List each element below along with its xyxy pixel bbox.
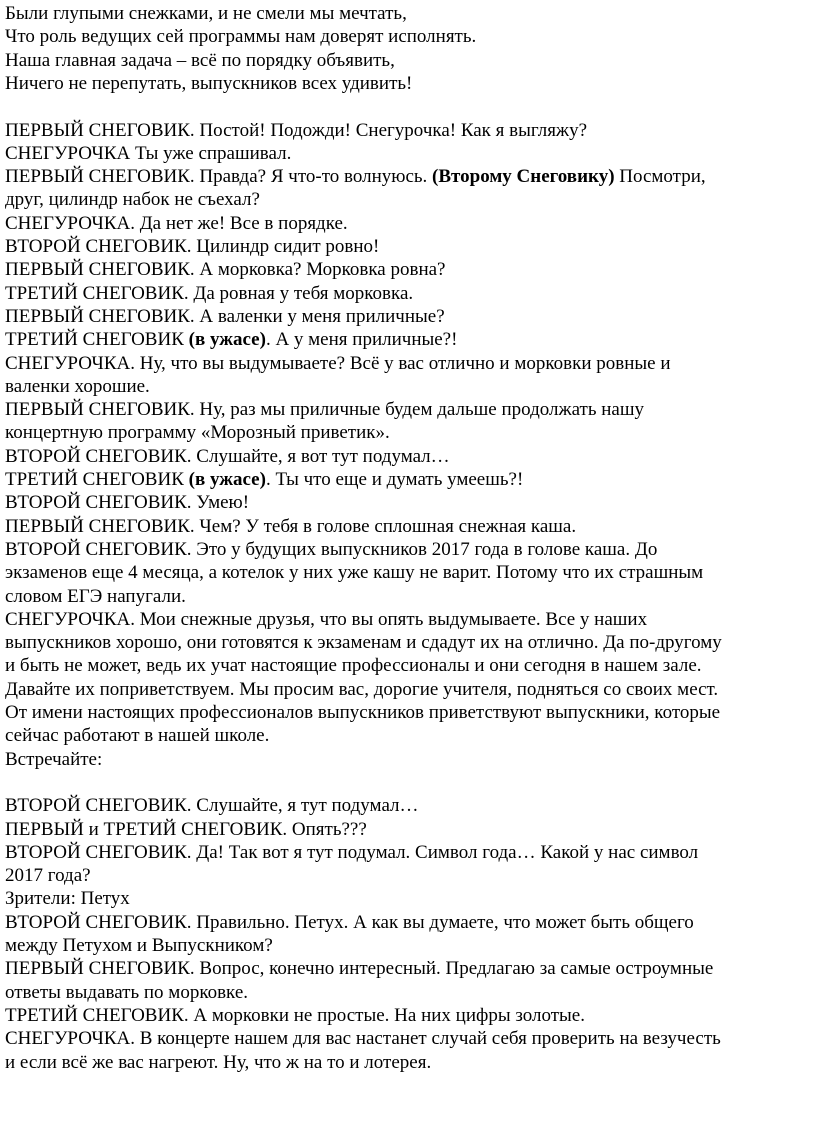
text-line xyxy=(5,188,260,211)
text-line xyxy=(5,212,348,235)
text-line xyxy=(5,352,671,375)
text-line xyxy=(5,25,476,48)
line-text: СНЕГУРОЧКА Ты уже спрашивал. xyxy=(5,142,292,164)
line-text: сейчас работают в нашей школе. xyxy=(5,725,270,747)
line-text: ТРЕТИЙ СНЕГОВИК xyxy=(5,329,189,351)
line-text: между Петухом и Выпускником? xyxy=(5,935,273,956)
text-line xyxy=(5,1051,431,1074)
line-text: и быть не может, ведь их учат настоящие профессионалы и они сегодня в нашем зале. xyxy=(5,655,702,677)
text-line xyxy=(5,887,130,910)
text-line xyxy=(5,515,576,538)
line-text: ВТОРОЙ СНЕГОВИК. Да! Так вот я тут подумал. Символ года… Какой у нас символ xyxy=(5,841,699,863)
text-line xyxy=(5,561,703,584)
line-text: ВТОРОЙ СНЕГОВИК. Цилиндр сидит ровно! xyxy=(5,236,380,257)
line-text: ВТОРОЙ СНЕГОВИК. Это у будущих выпускников 2017 года в голове каша. До xyxy=(5,538,658,560)
line-text: словом ЕГЭ напугали. xyxy=(5,585,186,607)
text-line xyxy=(5,538,657,561)
text-line xyxy=(5,724,269,747)
line-text: ТРЕТИЙ СНЕГОВИК xyxy=(5,469,189,490)
line-text: ВТОРОЙ СНЕГОВИК. Умею! xyxy=(5,492,250,514)
line-text: валенки хорошие. xyxy=(5,375,150,397)
line-text: ПЕРВЫЙ СНЕГОВИК. Постой! Подожди! Снегурочка! Как я выгляжу? xyxy=(5,119,587,141)
line-text: ПЕРВЫЙ СНЕГОВИК. Правда? Я что-то волнуюсь. xyxy=(5,166,433,188)
text-line xyxy=(5,585,186,608)
text-line xyxy=(5,911,694,934)
text-line xyxy=(5,794,419,817)
line-text: ПЕРВЫЙ СНЕГОВИК. Вопрос, конечно интересный. Предлагаю за самые остроумные xyxy=(5,958,714,980)
stage-direction: (Второму Снеговику) xyxy=(432,166,615,188)
line-text: . Ты что еще и думать умеешь?! xyxy=(265,469,524,490)
text-line xyxy=(5,631,722,654)
line-text: Ничего не перепутать, выпускников всех удивить! xyxy=(5,72,413,94)
line-text: От имени настоящих профессионалов выпускников приветствуют выпускники, которые xyxy=(5,702,721,723)
text-line xyxy=(5,608,647,631)
line-text: Давайте их поприветствуем. Мы просим вас, дорогие учителя, подняться со своих мест. xyxy=(5,678,719,700)
text-line xyxy=(5,421,390,444)
line-text: ВТОРОЙ СНЕГОВИК. Правильно. Петух. А как вы думаете, что может быть общего xyxy=(5,911,694,933)
text-line xyxy=(5,468,523,491)
line-text: ПЕРВЫЙ СНЕГОВИК. Ну, раз мы приличные будем дальше продолжать нашу xyxy=(5,399,644,421)
text-line xyxy=(5,491,249,514)
text-line xyxy=(5,72,412,95)
line-text: ПЕРВЫЙ СНЕГОВИК. Чем? У тебя в голове сплошная снежная каша. xyxy=(5,515,577,537)
text-line xyxy=(5,818,367,841)
text-line xyxy=(5,678,718,701)
text-line xyxy=(5,398,644,421)
line-text: ТРЕТИЙ СНЕГОВИК. Да ровная у тебя морковка. xyxy=(5,282,414,304)
text-line xyxy=(5,445,450,468)
line-text: друг, цилиндр набок не съехал? xyxy=(5,189,260,211)
line-text: Что роль ведущих сей программы нам доверят исполнять. xyxy=(5,26,477,48)
line-text: выпускников хорошо, они готовятся к экзаменам и сдадут их на отлично. Да по-другому xyxy=(5,632,722,654)
text-line xyxy=(5,934,273,957)
line-text: СНЕГУРОЧКА. В концерте нашем для вас настанет случай себя проверить на везучесть xyxy=(5,1028,721,1050)
text-line xyxy=(5,375,150,398)
line-text: СНЕГУРОЧКА. Мои снежные друзья, что вы опять выдумываете. Все у наших xyxy=(5,608,648,630)
text-line xyxy=(5,258,446,281)
line-text: СНЕГУРОЧКА. Да нет же! Все в порядке. xyxy=(5,212,348,234)
text-line xyxy=(5,142,291,165)
text-line xyxy=(5,49,395,72)
text-line xyxy=(5,1004,585,1027)
text-line xyxy=(5,165,706,188)
line-text: концертную программу «Морозный приветик». xyxy=(5,422,390,444)
text-line xyxy=(5,701,720,724)
line-text: СНЕГУРОЧКА. Ну, что вы выдумываете? Всё у вас отлично и морковки ровные и xyxy=(5,352,671,374)
text-line xyxy=(5,2,407,25)
line-text: ВТОРОЙ СНЕГОВИК. Слушайте, я вот тут подумал… xyxy=(5,445,450,467)
text-line xyxy=(5,305,445,328)
text-line xyxy=(5,1027,721,1050)
text-line xyxy=(5,328,457,351)
stage-direction: (в ужасе) xyxy=(188,329,266,351)
line-text: ПЕРВЫЙ СНЕГОВИК. А морковка? Морковка ровна? xyxy=(5,259,446,281)
line-text: экзаменов еще 4 месяца, а котелок у них уже кашу не варит. Потому что их страшным xyxy=(5,562,704,584)
text-line xyxy=(5,841,698,864)
stage-direction: (в ужасе) xyxy=(188,469,266,490)
line-text: ВТОРОЙ СНЕГОВИК. Слушайте, я тут подумал… xyxy=(5,795,419,817)
line-text: 2017 года? xyxy=(5,865,91,887)
line-text: Наша главная задача – всё по порядку объявить, xyxy=(5,49,395,71)
line-text: Посмотри, xyxy=(614,166,706,188)
line-text: Встречайте: xyxy=(5,748,103,770)
line-text: Были глупыми снежками, и не смели мы мечтать, xyxy=(5,3,407,24)
text-line xyxy=(5,119,587,142)
line-text: ТРЕТИЙ СНЕГОВИК. А морковки не простые. На них цифры золотые. xyxy=(5,1004,585,1026)
line-text: Зрители: Петух xyxy=(5,888,130,910)
text-line xyxy=(5,654,702,677)
line-text: ответы выдавать по морковке. xyxy=(5,981,249,1003)
text-line xyxy=(5,235,379,258)
line-text: и если всё же вас нагреют. Ну, что ж на то и лотерея. xyxy=(5,1051,432,1073)
text-line xyxy=(5,748,102,771)
text-line xyxy=(5,957,713,980)
line-text: ПЕРВЫЙ и ТРЕТИЙ СНЕГОВИК. Опять??? xyxy=(5,818,367,840)
text-line xyxy=(5,981,248,1004)
line-text: ПЕРВЫЙ СНЕГОВИК. А валенки у меня приличные? xyxy=(5,305,445,327)
line-text: . А у меня приличные?! xyxy=(265,329,458,351)
text-line xyxy=(5,864,91,887)
text-line xyxy=(5,282,413,305)
